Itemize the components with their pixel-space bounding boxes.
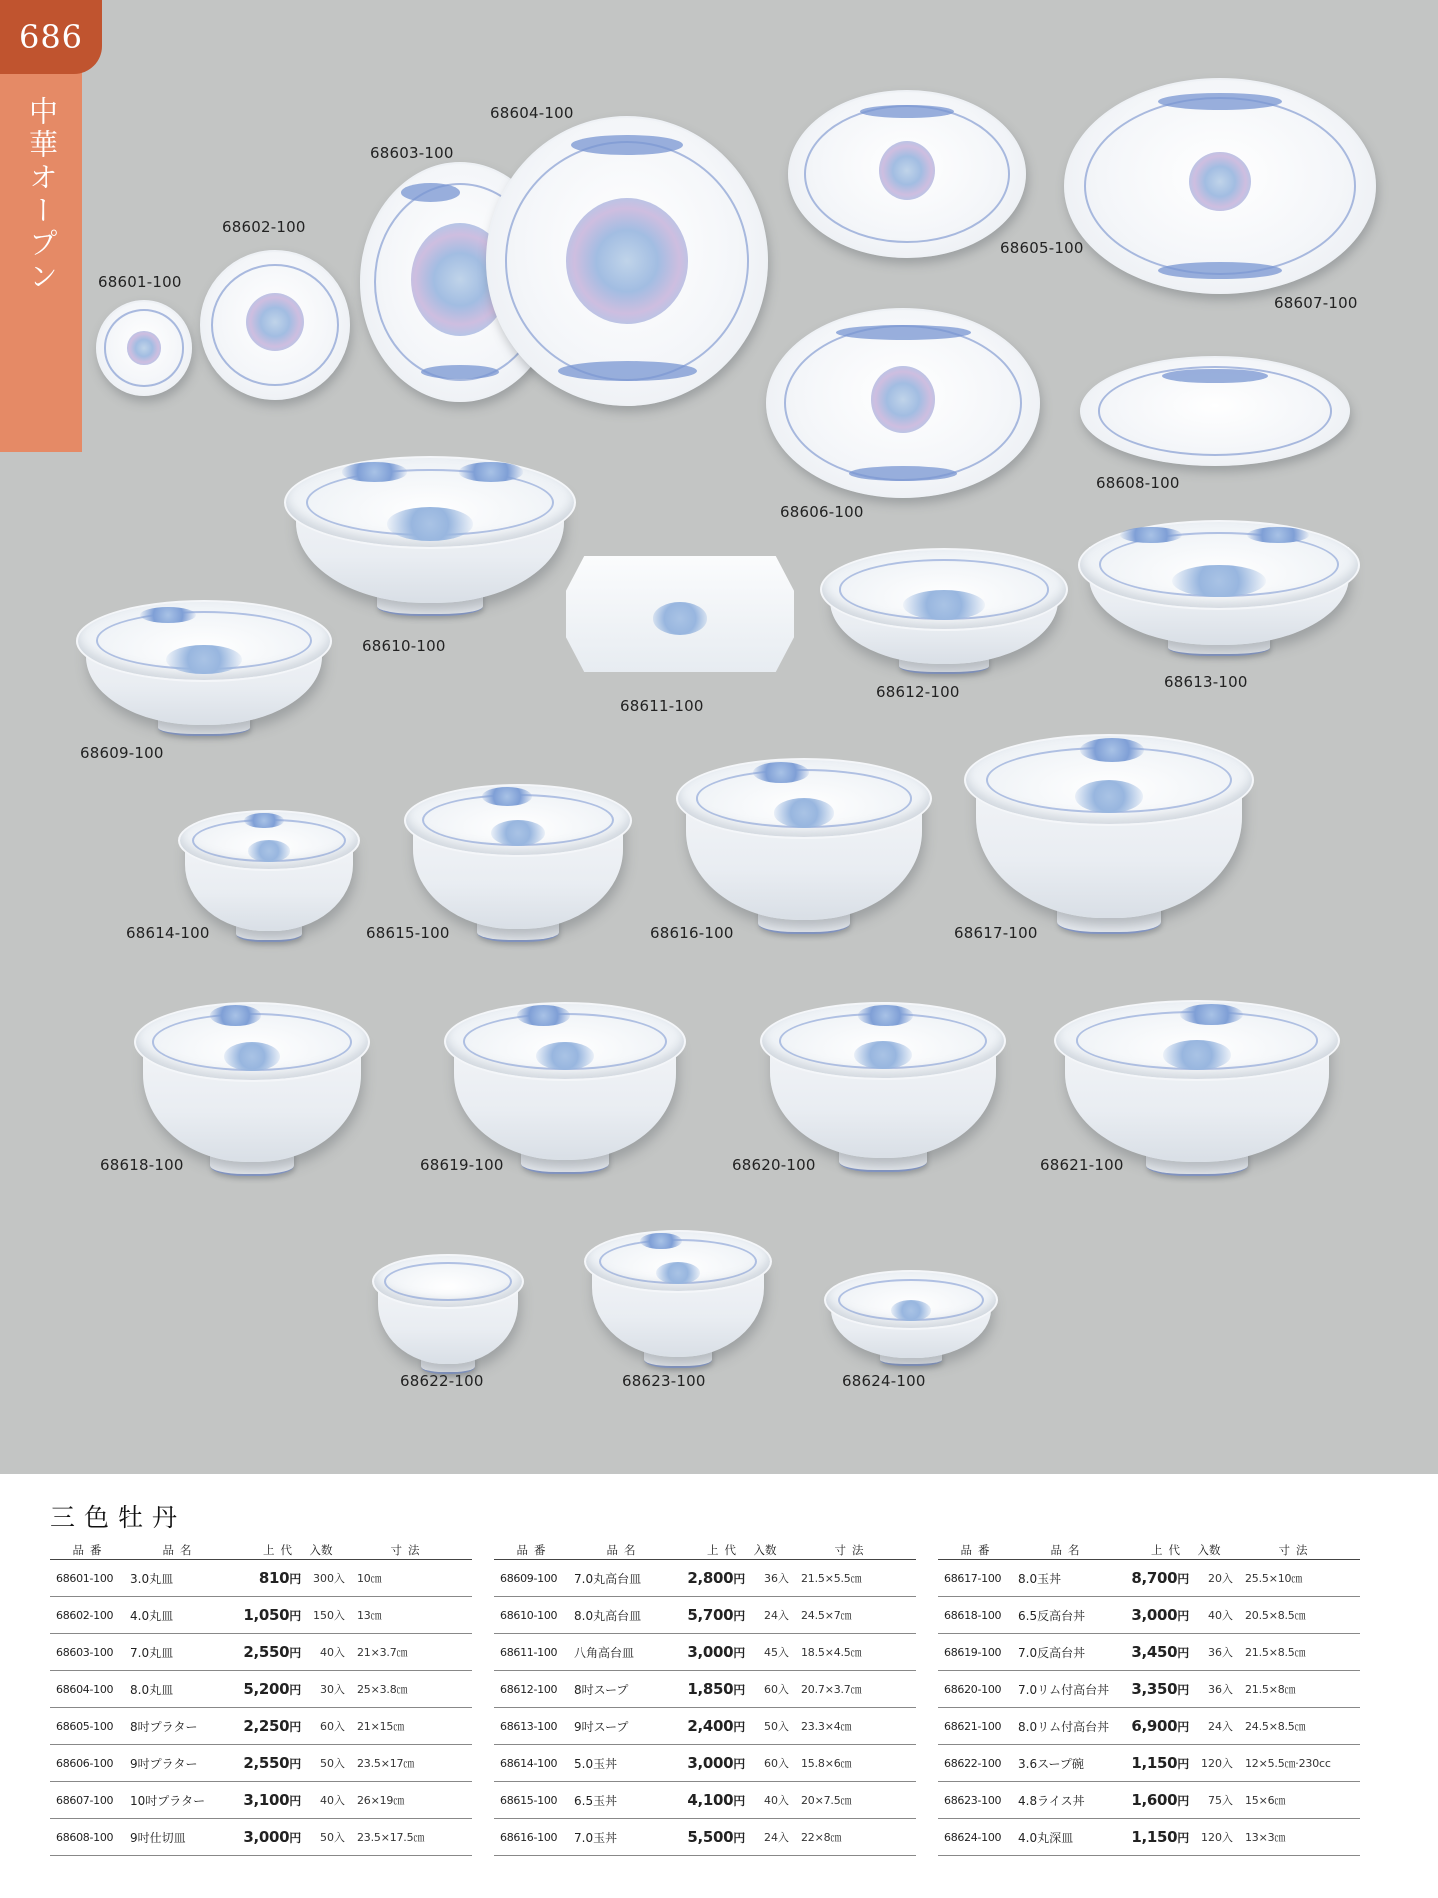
header-code: 品番: [516, 1543, 552, 1557]
product-name: 6.5反高台丼: [1018, 1608, 1086, 1623]
product-price: [1124, 1717, 1189, 1735]
table-header: [938, 1540, 1360, 1560]
price-table-3: [938, 1540, 1360, 1856]
bowl-68620-100: [760, 1002, 1006, 1172]
product-code: 68614-100: [500, 1756, 558, 1770]
product-code: 68618-100: [944, 1608, 1002, 1622]
product-code: 68611-100: [500, 1645, 558, 1659]
product-name: 9吋仕切皿: [130, 1830, 186, 1845]
header-qty: 入数: [309, 1543, 333, 1557]
yen-unit: 円: [733, 1572, 745, 1586]
product-name: 7.0玉丼: [574, 1830, 618, 1845]
price-value: 1,150: [1131, 1754, 1178, 1772]
pack-quantity: 24入: [764, 1831, 789, 1844]
bowl-68611-100: [566, 556, 794, 672]
product-code-label: 68610-100: [362, 637, 446, 655]
yen-unit: 円: [1177, 1609, 1189, 1623]
dimensions: 20×7.5㎝: [801, 1794, 852, 1807]
product-price: [680, 1754, 745, 1772]
table-row: [494, 1560, 916, 1597]
price-value: 5,700: [687, 1606, 734, 1624]
pack-quantity: 60入: [320, 1720, 345, 1733]
product-code-label: 68615-100: [366, 924, 450, 942]
plate-68604-100: [486, 116, 768, 406]
dimensions: 18.5×4.5㎝: [801, 1646, 862, 1659]
product-price: [680, 1791, 745, 1809]
pack-quantity: 36入: [764, 1572, 789, 1585]
header-price: 上代: [1151, 1543, 1186, 1557]
product-name: 7.0反高台丼: [1018, 1645, 1086, 1660]
product-name: 10吋プラター: [130, 1793, 206, 1808]
pack-quantity: 300入: [313, 1572, 345, 1585]
product-price: [680, 1569, 745, 1587]
price-value: 3,000: [1131, 1606, 1178, 1624]
table-row: [938, 1819, 1360, 1856]
product-code-label: 68619-100: [420, 1156, 504, 1174]
pack-quantity: 20入: [1208, 1572, 1233, 1585]
product-name: 9吋プラター: [130, 1756, 198, 1771]
dimensions: 24.5×7㎝: [801, 1609, 852, 1622]
header-size: 寸法: [390, 1543, 426, 1557]
yen-unit: 円: [733, 1646, 745, 1660]
dimensions: 23.3×4㎝: [801, 1720, 852, 1733]
dimensions: 21×15㎝: [357, 1720, 405, 1733]
price-value: 2,250: [243, 1717, 290, 1735]
yen-unit: 円: [733, 1757, 745, 1771]
product-code-label: 68618-100: [100, 1156, 184, 1174]
price-value: 5,200: [243, 1680, 290, 1698]
product-code: 68602-100: [56, 1608, 114, 1622]
price-value: 4,100: [687, 1791, 734, 1809]
table-row: [938, 1782, 1360, 1819]
price-value: 6,900: [1131, 1717, 1178, 1735]
price-value: 3,450: [1131, 1643, 1178, 1661]
table-row: [50, 1560, 472, 1597]
dimensions: 20.7×3.7㎝: [801, 1683, 862, 1696]
dimensions: 23.5×17㎝: [357, 1757, 415, 1770]
yen-unit: 円: [1177, 1794, 1189, 1808]
product-code: 68617-100: [944, 1571, 1002, 1585]
dimensions: 13×3㎝: [1245, 1831, 1286, 1844]
pack-quantity: 50入: [320, 1757, 345, 1770]
product-code-label: 68614-100: [126, 924, 210, 942]
product-price: [680, 1643, 745, 1661]
bowl-68619-100: [444, 1002, 686, 1174]
product-code-label: 68604-100: [490, 104, 574, 122]
product-code-label: 68602-100: [222, 218, 306, 236]
product-price: [1124, 1828, 1189, 1846]
bowl-68609-100: [76, 600, 332, 736]
pack-quantity: 40入: [764, 1794, 789, 1807]
product-price: [1124, 1569, 1189, 1587]
dimensions: 22×8㎝: [801, 1831, 842, 1844]
table-row: [494, 1597, 916, 1634]
price-value: 1,850: [687, 1680, 734, 1698]
product-code-label: 68624-100: [842, 1372, 926, 1390]
yen-unit: 円: [733, 1794, 745, 1808]
table-row: [494, 1745, 916, 1782]
price-table-2: [494, 1540, 916, 1856]
product-code-label: 68620-100: [732, 1156, 816, 1174]
product-code: 68610-100: [500, 1608, 558, 1622]
yen-unit: 円: [289, 1831, 301, 1845]
price-value: 3,100: [243, 1791, 290, 1809]
product-price: [1124, 1791, 1189, 1809]
product-name: 5.0玉丼: [574, 1756, 618, 1771]
product-code: 68608-100: [56, 1830, 114, 1844]
price-table-1: [50, 1540, 472, 1856]
yen-unit: 円: [289, 1683, 301, 1697]
price-value: 8,700: [1131, 1569, 1178, 1587]
header-size: 寸法: [834, 1543, 870, 1557]
yen-unit: 円: [1177, 1646, 1189, 1660]
product-code: 68622-100: [944, 1756, 1002, 1770]
product-name: 8.0玉丼: [1018, 1571, 1062, 1586]
product-code: 68607-100: [56, 1793, 114, 1807]
product-code-label: 68609-100: [80, 744, 164, 762]
product-name: 9吋スープ: [574, 1719, 629, 1734]
table-row: [938, 1634, 1360, 1671]
product-code-label: 68611-100: [620, 697, 704, 715]
product-name: 8吋プラター: [130, 1719, 198, 1734]
header-code: 品番: [72, 1543, 108, 1557]
pack-quantity: 50入: [320, 1831, 345, 1844]
price-value: 2,400: [687, 1717, 734, 1735]
yen-unit: 円: [733, 1720, 745, 1734]
dimensions: 25.5×10㎝: [1245, 1572, 1303, 1585]
bowl-68612-100: [820, 548, 1068, 674]
pack-quantity: 40入: [320, 1794, 345, 1807]
plate-68606-100: [766, 308, 1040, 498]
table-row: [50, 1671, 472, 1708]
product-code-label: 68623-100: [622, 1372, 706, 1390]
pack-quantity: 120入: [1201, 1757, 1233, 1770]
pack-quantity: 150入: [313, 1609, 345, 1622]
product-code: 68605-100: [56, 1719, 114, 1733]
product-name: 4.0丸皿: [130, 1608, 174, 1623]
product-code: 68603-100: [56, 1645, 114, 1659]
price-value: 1,600: [1131, 1791, 1178, 1809]
dimensions: 10㎝: [357, 1572, 382, 1585]
plate-68607-100: [1064, 78, 1376, 294]
table-row: [938, 1597, 1360, 1634]
bowl-68610-100: [284, 456, 576, 616]
product-code: 68620-100: [944, 1682, 1002, 1696]
product-price: [236, 1828, 301, 1846]
plate-68605-100: [788, 90, 1026, 258]
table-row: [938, 1708, 1360, 1745]
product-price: [236, 1569, 301, 1587]
product-name: 7.0丸皿: [130, 1645, 174, 1660]
price-value: 3,350: [1131, 1680, 1178, 1698]
product-price: [680, 1717, 745, 1735]
product-price: [236, 1754, 301, 1772]
table-row: [50, 1819, 472, 1856]
pack-quantity: 30入: [320, 1683, 345, 1696]
header-name: 品名: [1050, 1543, 1086, 1557]
table-row: [50, 1745, 472, 1782]
product-price: [1124, 1606, 1189, 1624]
price-value: 3,000: [243, 1828, 290, 1846]
product-code-label: 68616-100: [650, 924, 734, 942]
table-header: [494, 1540, 916, 1560]
table-row: [50, 1634, 472, 1671]
bowl-68624-100: [824, 1270, 998, 1366]
product-code: 68623-100: [944, 1793, 1002, 1807]
yen-unit: 円: [1177, 1572, 1189, 1586]
dimensions: 26×19㎝: [357, 1794, 405, 1807]
dimensions: 15.8×6㎝: [801, 1757, 852, 1770]
pack-quantity: 60入: [764, 1683, 789, 1696]
bowl-68621-100: [1054, 1000, 1340, 1176]
dimensions: 21.5×8㎝: [1245, 1683, 1296, 1696]
table-row: [938, 1560, 1360, 1597]
table-row: [50, 1782, 472, 1819]
product-code: 68615-100: [500, 1793, 558, 1807]
product-price: [680, 1680, 745, 1698]
yen-unit: 円: [289, 1609, 301, 1623]
pack-quantity: 36入: [1208, 1683, 1233, 1696]
product-code: 68619-100: [944, 1645, 1002, 1659]
product-price: [1124, 1680, 1189, 1698]
dimensions: 21.5×8.5㎝: [1245, 1646, 1306, 1659]
product-price: [1124, 1754, 1189, 1772]
bowl-68617-100: [964, 734, 1254, 934]
product-name: 7.0リム付高台丼: [1018, 1682, 1110, 1697]
category-label: 中華オープン: [25, 96, 59, 294]
pack-quantity: 120入: [1201, 1831, 1233, 1844]
price-value: 2,800: [687, 1569, 734, 1587]
yen-unit: 円: [1177, 1683, 1189, 1697]
product-name: 3.6スープ碗: [1018, 1756, 1084, 1771]
table-row: [494, 1671, 916, 1708]
yen-unit: 円: [1177, 1831, 1189, 1845]
pack-quantity: 40入: [1208, 1609, 1233, 1622]
dimensions: 21.5×5.5㎝: [801, 1572, 862, 1585]
product-code: 68616-100: [500, 1830, 558, 1844]
dimensions: 15×6㎝: [1245, 1794, 1286, 1807]
header-name: 品名: [162, 1543, 198, 1557]
product-price: [236, 1680, 301, 1698]
product-code-label: 68608-100: [1096, 474, 1180, 492]
product-name: 八角高台皿: [574, 1645, 635, 1660]
dimensions: 25×3.8㎝: [357, 1683, 408, 1696]
product-name: 4.0丸深皿: [1018, 1830, 1074, 1845]
product-code: 68613-100: [500, 1719, 558, 1733]
product-name: 7.0丸高台皿: [574, 1571, 642, 1586]
yen-unit: 円: [1177, 1720, 1189, 1734]
price-value: 3,000: [687, 1754, 734, 1772]
yen-unit: 円: [289, 1646, 301, 1660]
pack-quantity: 36入: [1208, 1646, 1233, 1659]
dimensions: 12×5.5㎝·230cc: [1245, 1757, 1331, 1770]
bowl-68618-100: [134, 1002, 370, 1176]
dimensions: 23.5×17.5㎝: [357, 1831, 425, 1844]
header-code: 品番: [960, 1543, 996, 1557]
product-price: [236, 1643, 301, 1661]
product-name: 3.0丸皿: [130, 1571, 174, 1586]
yen-unit: 円: [289, 1794, 301, 1808]
table-row: [938, 1745, 1360, 1782]
bowl-68616-100: [676, 758, 932, 934]
bowl-68622-100: [372, 1254, 524, 1374]
product-code-label: 68617-100: [954, 924, 1038, 942]
pack-quantity: 24入: [1208, 1720, 1233, 1733]
product-price: [680, 1606, 745, 1624]
price-value: 1,050: [243, 1606, 290, 1624]
pack-quantity: 24入: [764, 1609, 789, 1622]
bowl-68615-100: [404, 784, 632, 942]
plate-68608-100: [1080, 356, 1350, 466]
header-qty: 入数: [753, 1543, 777, 1557]
product-price: [236, 1717, 301, 1735]
product-name: 6.5玉丼: [574, 1793, 618, 1808]
header-price: 上代: [263, 1543, 298, 1557]
product-code-label: 68613-100: [1164, 673, 1248, 691]
product-code-label: 68601-100: [98, 273, 182, 291]
header-name: 品名: [606, 1543, 642, 1557]
dimensions: 24.5×8.5㎝: [1245, 1720, 1306, 1733]
price-value: 2,550: [243, 1643, 290, 1661]
product-code-label: 68605-100: [1000, 239, 1084, 257]
series-title: 三色牡丹: [50, 1503, 187, 1532]
yen-unit: 円: [733, 1609, 745, 1623]
product-name: 4.8ライス丼: [1018, 1793, 1085, 1808]
product-code: 68606-100: [56, 1756, 114, 1770]
dimensions: 13㎝: [357, 1609, 382, 1622]
table-row: [494, 1708, 916, 1745]
table-header: [50, 1540, 472, 1560]
table-row: [50, 1708, 472, 1745]
pack-quantity: 50入: [764, 1720, 789, 1733]
product-name: 8.0丸高台皿: [574, 1608, 642, 1623]
product-code: 68609-100: [500, 1571, 558, 1585]
pack-quantity: 45入: [764, 1646, 789, 1659]
header-qty: 入数: [1197, 1543, 1221, 1557]
dimensions: 21×3.7㎝: [357, 1646, 408, 1659]
product-code: 68624-100: [944, 1830, 1002, 1844]
price-value: 3,000: [687, 1643, 734, 1661]
bowl-68623-100: [584, 1230, 772, 1368]
product-code-label: 68621-100: [1040, 1156, 1124, 1174]
yen-unit: 円: [733, 1831, 745, 1845]
dimensions: 20.5×8.5㎝: [1245, 1609, 1306, 1622]
page-number: 686: [0, 0, 102, 74]
bowl-68614-100: [178, 810, 360, 942]
product-price: [236, 1791, 301, 1809]
product-price: [680, 1828, 745, 1846]
yen-unit: 円: [733, 1683, 745, 1697]
pack-quantity: 60入: [764, 1757, 789, 1770]
header-size: 寸法: [1278, 1543, 1314, 1557]
product-name: 8.0丸皿: [130, 1682, 174, 1697]
yen-unit: 円: [289, 1720, 301, 1734]
product-code-label: 68603-100: [370, 144, 454, 162]
product-price: [1124, 1643, 1189, 1661]
product-code-label: 68612-100: [876, 683, 960, 701]
table-row: [494, 1819, 916, 1856]
price-value: 2,550: [243, 1754, 290, 1772]
bowl-68613-100: [1078, 520, 1360, 656]
product-code: 68604-100: [56, 1682, 114, 1696]
table-row: [494, 1634, 916, 1671]
product-code: 68601-100: [56, 1571, 114, 1585]
product-code: 68612-100: [500, 1682, 558, 1696]
category-tab: [0, 72, 82, 452]
table-row: [50, 1597, 472, 1634]
plate-68602-100: [200, 250, 350, 400]
product-code: 68621-100: [944, 1719, 1002, 1733]
price-value: 1,150: [1131, 1828, 1178, 1846]
table-row: [938, 1671, 1360, 1708]
pack-quantity: 40入: [320, 1646, 345, 1659]
yen-unit: 円: [289, 1572, 301, 1586]
product-price: [236, 1606, 301, 1624]
product-code-label: 68607-100: [1274, 294, 1358, 312]
product-code-label: 68622-100: [400, 1372, 484, 1390]
product-code-label: 68606-100: [780, 503, 864, 521]
price-value: 5,500: [687, 1828, 734, 1846]
yen-unit: 円: [1177, 1757, 1189, 1771]
product-name: 8.0リム付高台丼: [1018, 1719, 1110, 1734]
plate-68601-100: [96, 300, 192, 396]
price-value: 810: [258, 1569, 290, 1587]
header-price: 上代: [707, 1543, 742, 1557]
yen-unit: 円: [289, 1757, 301, 1771]
product-name: 8吋スープ: [574, 1682, 629, 1697]
table-row: [494, 1782, 916, 1819]
pack-quantity: 75入: [1208, 1794, 1233, 1807]
